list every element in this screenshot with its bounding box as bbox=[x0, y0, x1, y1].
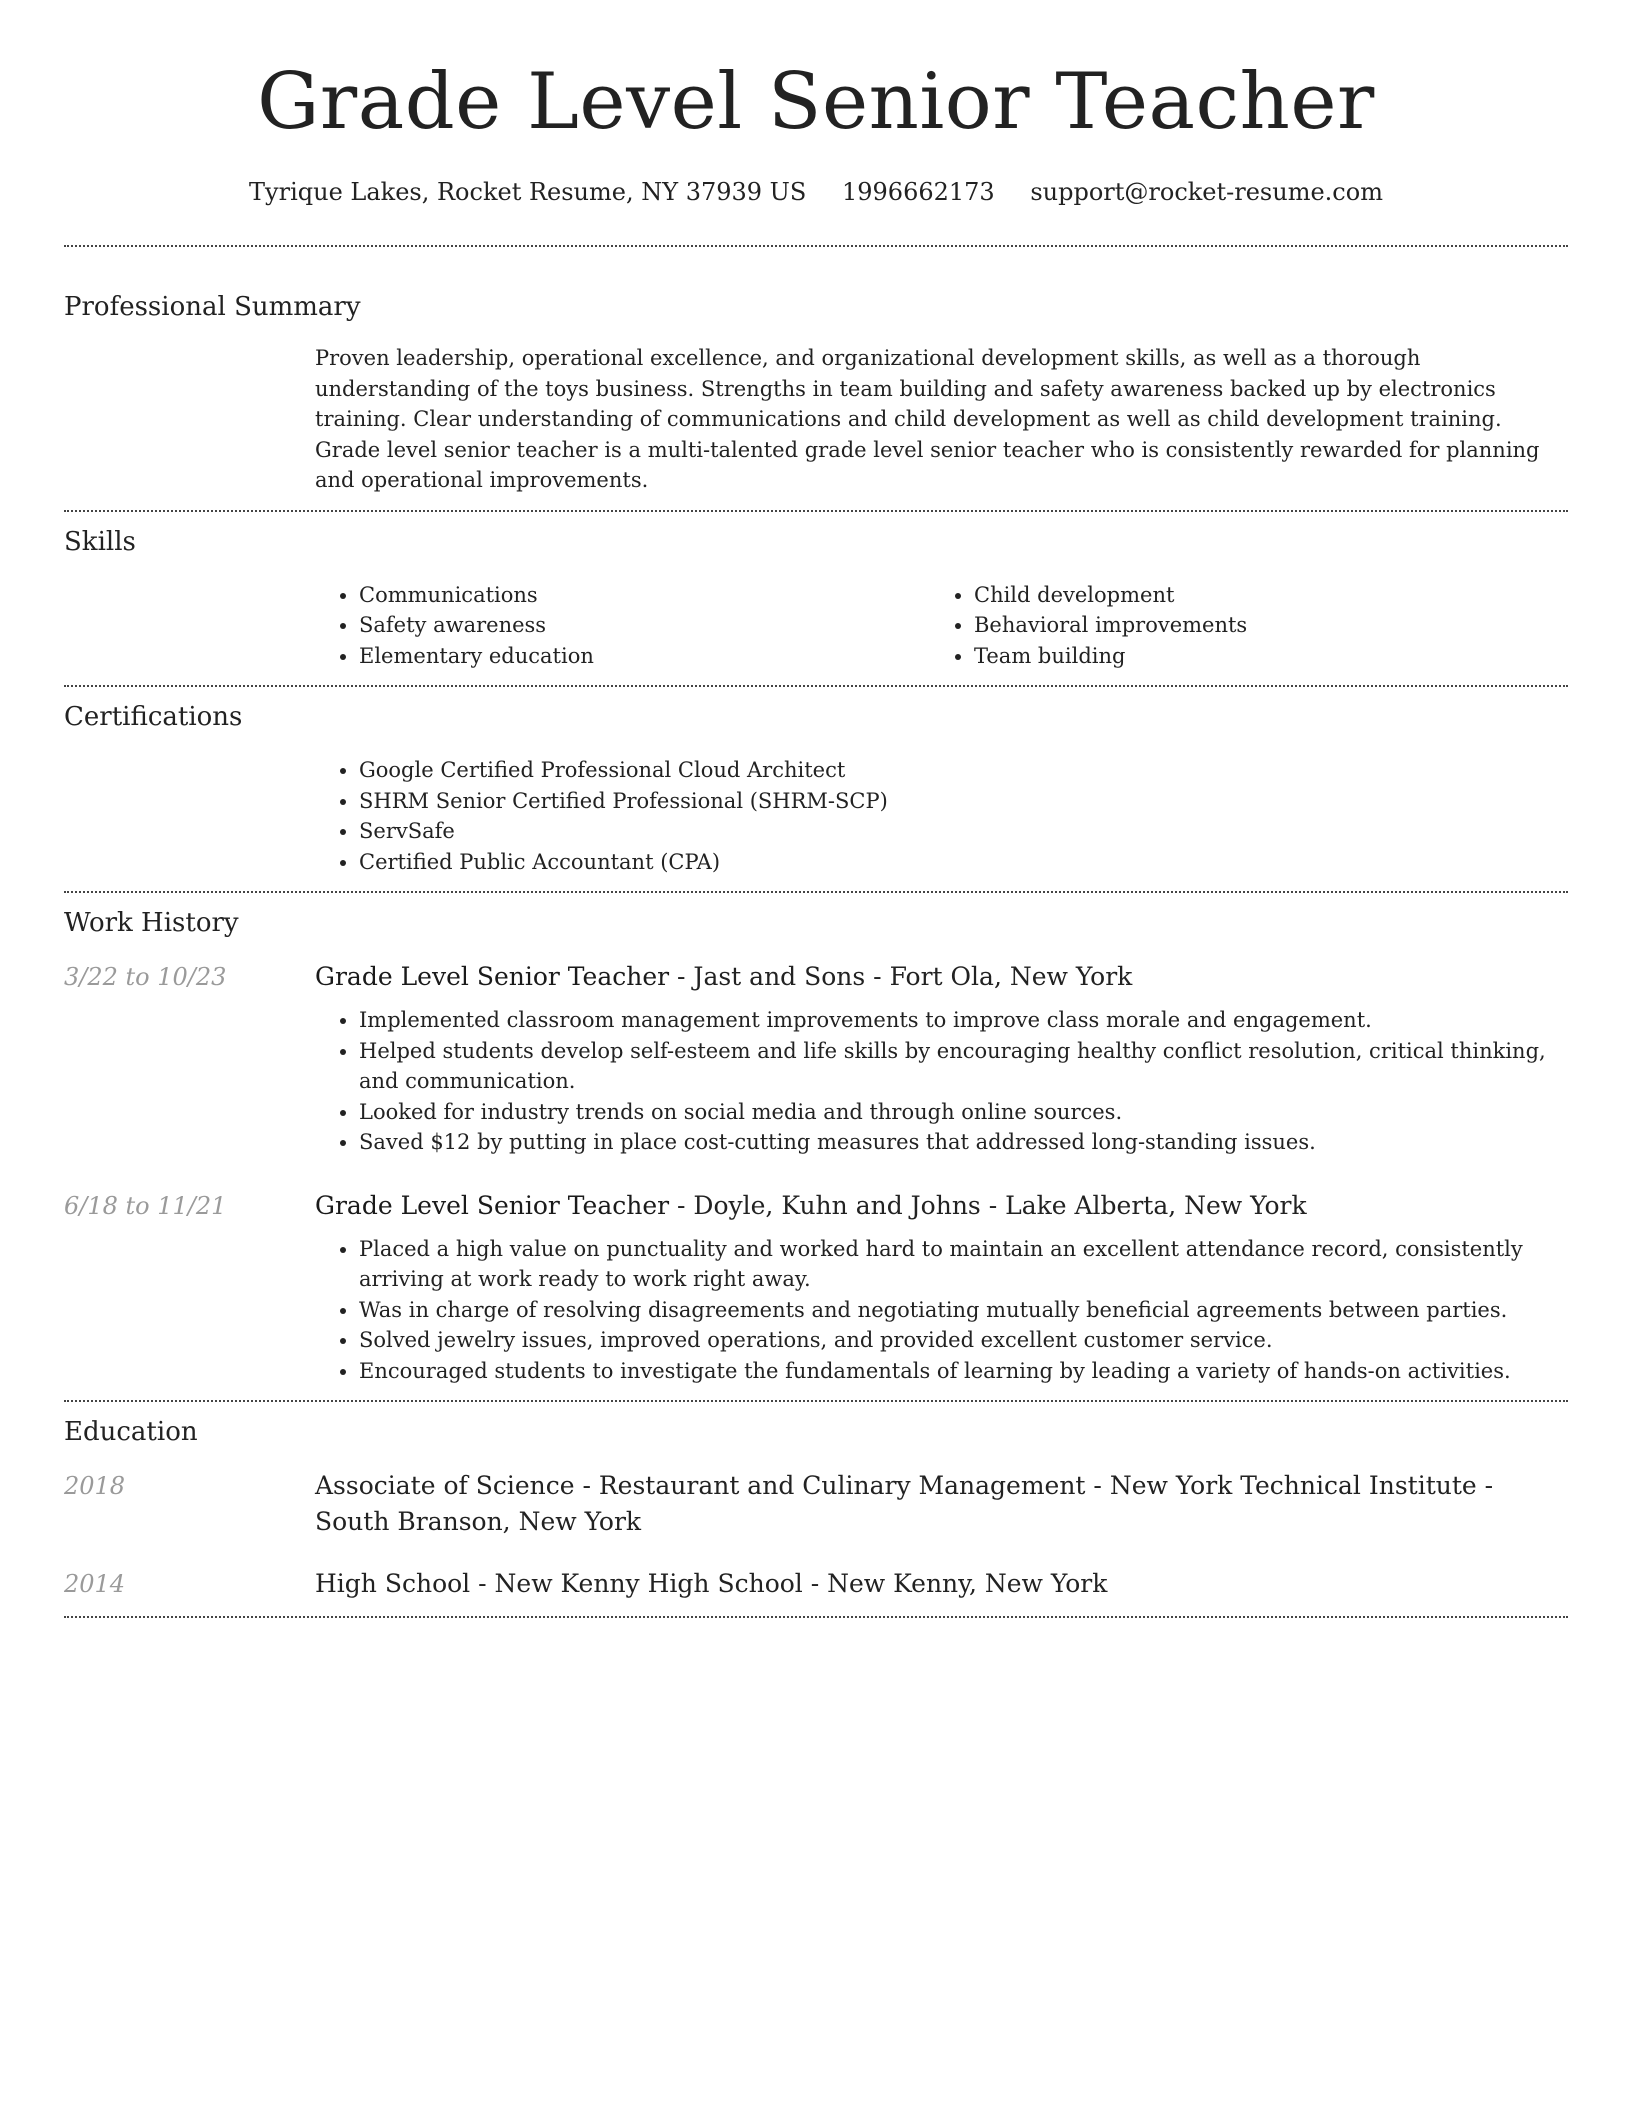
job-bullet: • Encouraged students to investigate the fundamentals of learning by leading a variety of hands-on activities. bbox=[359, 1356, 1568, 1387]
job-dates: 3/22 to 10/23 bbox=[64, 963, 227, 991]
job-employer-location: - Doyle, Kuhn and Johns - Lake Alberta, New York bbox=[669, 1190, 1307, 1220]
job-title: Grade Level Senior Teacher bbox=[315, 962, 670, 991]
job-heading bbox=[315, 1188, 1568, 1224]
divider bbox=[64, 1616, 1568, 1618]
section-title-work: Work History bbox=[64, 908, 239, 938]
certification-item: • SHRM Senior Certified Professional (SHRM-SCP) bbox=[359, 786, 1568, 817]
education-details bbox=[315, 1468, 1568, 1540]
skills-section bbox=[64, 512, 1568, 686]
skill-item: • Safety awareness bbox=[359, 610, 930, 641]
job-employer-location: - Jast and Sons - Fort Ola, New York bbox=[669, 962, 1133, 991]
summary-text: Proven leadership, operational excellence, and organizational development skills, as well as a thorough understanding of the toys business. Strengths in team building and safety awareness backed up by electronics training. Clear understanding of communications and child development as well as child development training. Grade level senior teacher is a multi-talented grade level senior teacher who is consistently rewarded for planning and operational improvements. bbox=[315, 346, 1540, 492]
education-degree: Associate of Science - Restaurant and Culinary Management bbox=[315, 1471, 1086, 1500]
certification-item: • Google Certified Professional Cloud Architect bbox=[359, 755, 1568, 786]
section-title-summary: Professional Summary bbox=[64, 292, 361, 322]
job-bullet: • Implemented classroom management improvements to improve class morale and engagement. bbox=[359, 1005, 1568, 1036]
job-entry bbox=[64, 959, 1568, 1158]
skills-list-left bbox=[315, 580, 930, 672]
certification-item: • Certified Public Accountant (CPA) bbox=[359, 847, 1568, 878]
job-bullet: • Looked for industry trends on social media and through online sources. bbox=[359, 1097, 1568, 1128]
job-bullet: • Was in charge of resolving disagreements and negotiating mutually beneficial agreements between parties. bbox=[359, 1295, 1568, 1326]
education-school-location: - New York Technical Institute - South Branson, New York bbox=[315, 1471, 1494, 1536]
job-bullet: • Solved jewelry issues, improved operations, and provided excellent customer service. bbox=[359, 1325, 1568, 1356]
resume-name: Grade Level Senior Teacher bbox=[257, 57, 1375, 147]
job-bullet: • Placed a high value on punctuality and worked hard to maintain an excellent attendance record, consistently arriving at work ready to work right away. bbox=[359, 1234, 1568, 1295]
section-title-skills: Skills bbox=[64, 526, 136, 557]
section-title-education: Education bbox=[64, 1417, 198, 1447]
skill-item: • Team building bbox=[974, 641, 1545, 672]
job-entry bbox=[64, 1188, 1568, 1387]
resume-page bbox=[64, 0, 1568, 1618]
education-year: 2018 bbox=[64, 1472, 126, 1500]
job-heading bbox=[315, 959, 1568, 995]
job-dates: 6/18 to 11/21 bbox=[64, 1191, 227, 1220]
education-degree: High School bbox=[315, 1569, 471, 1598]
job-bullets bbox=[315, 1005, 1568, 1158]
contact-address: Tyrique Lakes, Rocket Resume, NY 37939 US bbox=[249, 178, 807, 206]
certifications-section bbox=[64, 687, 1568, 891]
job-bullet: • Saved $12 by putting in place cost-cutting measures that addressed long-standing issues. bbox=[359, 1127, 1568, 1158]
contact-line bbox=[64, 176, 1568, 208]
work-history-section bbox=[64, 893, 1568, 1400]
job-title: Grade Level Senior Teacher bbox=[315, 1190, 670, 1220]
education-school-location: - New Kenny High School - New Kenny, New York bbox=[470, 1569, 1108, 1598]
job-bullets bbox=[315, 1234, 1568, 1387]
job-bullet: • Helped students develop self-esteem and life skills by encouraging healthy conflict resolution, critical thinking, and communication. bbox=[359, 1036, 1568, 1097]
education-entry bbox=[64, 1468, 1568, 1540]
certification-item: • ServSafe bbox=[359, 816, 1568, 847]
education-year: 2014 bbox=[64, 1570, 126, 1598]
certifications-list bbox=[315, 755, 1568, 877]
contact-email[interactable]: support@rocket-resume.com bbox=[1030, 178, 1383, 206]
skill-item: • Child development bbox=[974, 580, 1545, 611]
skill-item: • Communications bbox=[359, 580, 930, 611]
contact-phone: 1996662173 bbox=[841, 178, 995, 206]
skill-item: • Elementary education bbox=[359, 641, 930, 672]
education-section bbox=[64, 1402, 1568, 1616]
education-details bbox=[315, 1566, 1568, 1602]
skills-list-right bbox=[930, 580, 1545, 672]
summary-section bbox=[64, 247, 1568, 510]
education-entry bbox=[64, 1566, 1568, 1602]
skill-item: • Behavioral improvements bbox=[974, 610, 1545, 641]
section-title-certifications: Certifications bbox=[64, 702, 243, 732]
